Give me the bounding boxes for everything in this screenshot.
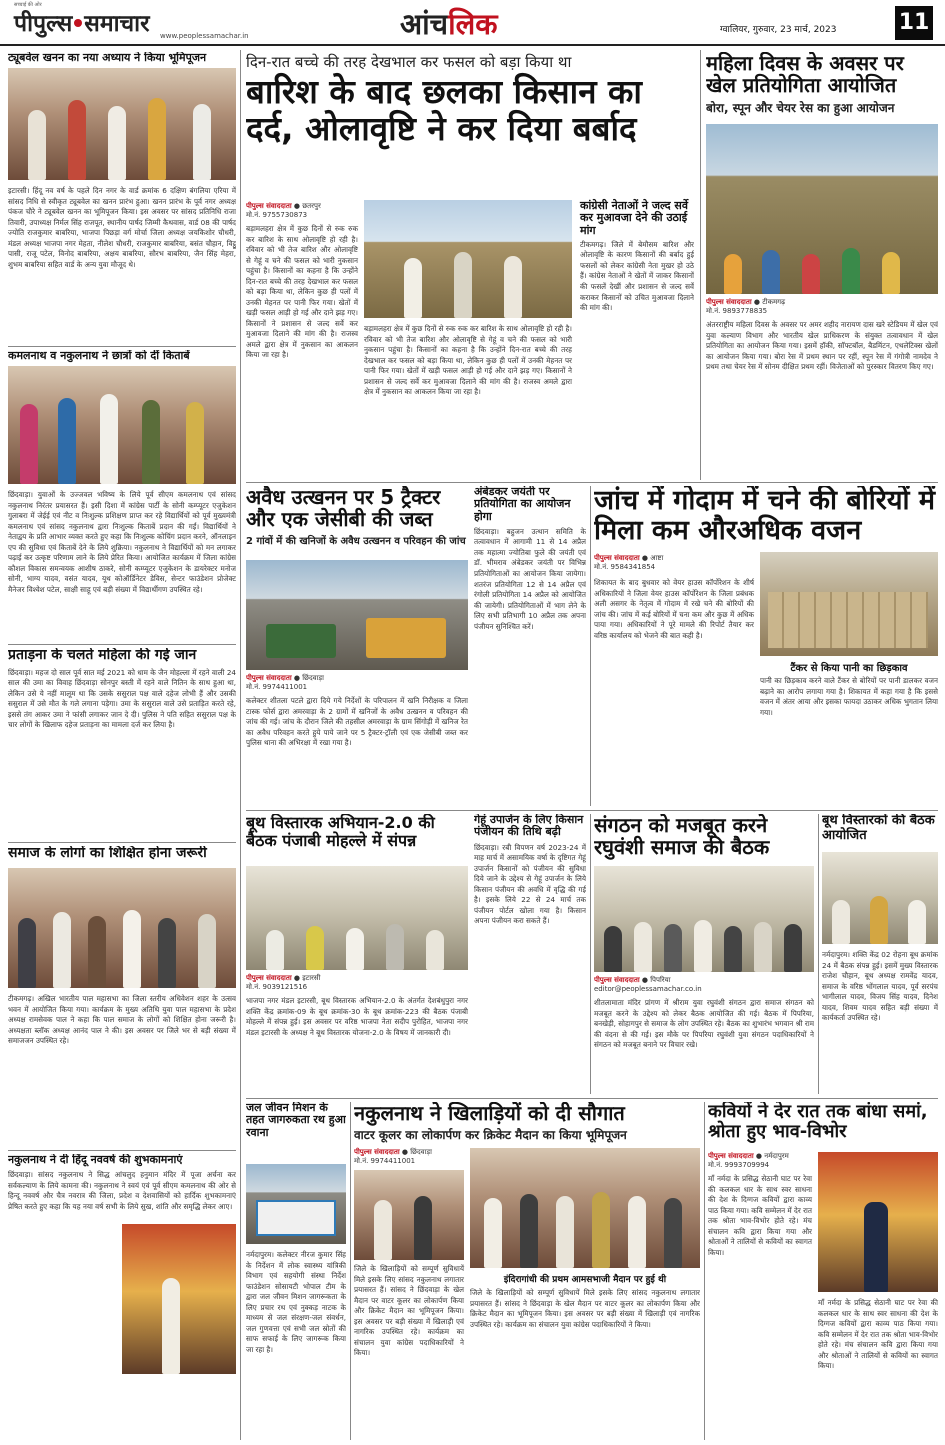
story-body: बड़ामलहरा क्षेत्र में कुछ दिनों से रुक रुक कर बारिश के साथ ओलावृष्टि हो रही है। रविवार को भी तेज बारिश और ओलावृष्टि से गेहूं व चने की फसल को भारी नुकसान पहुंचा है। किसानों का कहना है कि उन्होंने दिन-रात बच्चे की तरह देखभाल कर फसल को बड़ा किया था, लेकिन कुछ ही पलों में उनकी मेहनत पर पानी फिर गया। खेतों में खड़ी फसल आड़ी हो गई और दाने झड़ गए। किसानों ने प्रशासन से जल्द सर्वे कर मुआवजा दिलाने की मांग की है। राजस्व अमले द्वारा क्षेत्र में नुकसान का आकलन किया जा रहा है।	[246, 224, 358, 360]
photo-temple	[122, 1224, 236, 1374]
headline[interactable]: अवैध उत्खनन पर 5 ट्रैक्टर और एक जेसीबी की जब्त	[246, 486, 441, 532]
story-body: छिंदवाड़ा। बहुजन उत्थान समिति के तत्वावधान में आगामी 11 से 14 अप्रैल तक महात्मा ज्योतिबा फुले की जयंती एवं डॉ. भीमराव अंबेडकर जयंती पर विभिन्न प्रतियोगिताओं का आयोजन किया जायेगा। शतरंज प्रतियोगिता 12 से 14 अप्रैल एवं रंगोली प्रतियोगिता 14 अप्रैल को आयोजित की जायेगी। प्रतियोगिताओं में भाग लेने के लिए सभी प्रतिभागी 10 अप्रैल तक अपना पंजीयन सुनिश्चित करें।	[474, 526, 586, 631]
person-figure	[908, 900, 926, 944]
headline[interactable]: संगठन को मजबूत करने रघुवंशी समाज की बैठक	[594, 814, 770, 860]
byline-place: इटारसी	[302, 974, 321, 982]
byline: पीपुल्स संवाददाता ● इटारसी मो.नं. 9039121516	[246, 974, 321, 991]
person-figure	[870, 896, 888, 944]
story-farmer	[246, 52, 694, 480]
headline[interactable]: महिला दिवस के अवसर पर खेल प्रतियोगिता आयोजित	[706, 52, 904, 98]
person-figure	[20, 404, 38, 484]
person-figure	[842, 248, 860, 294]
person-figure	[484, 1198, 502, 1268]
byline-name: पीपुल्स संवाददाता	[246, 974, 292, 982]
person-figure	[426, 930, 444, 970]
person-figure	[58, 398, 76, 484]
photo-race	[706, 124, 938, 294]
story-body: जिले के खिलाड़ियों को सम्पूर्ण सुविधायें मिले इसके लिए सांसद नकुलनाथ लगातार प्रयासरत हैं। सांसद ने छिंदवाड़ा के खेल मैदान पर वाटर कूलर का लोकार्पण किया और क्रिकेट मैदान का भूमिपूजन किया। इस अवसर पर बड़ी संख्या में खिलाड़ी एवं नागरिक उपस्थित रहे। कार्यक्रम का संचालन युवा कांग्रेस पदाधिकारियों ने किया।	[354, 1264, 464, 1358]
photo-samaj-meeting	[594, 866, 814, 972]
brand-part-1: पीपुल्स	[14, 11, 73, 37]
headline[interactable]: जांच में गोदाम में चने की बोरियों में मिला कम औरअधिक वजन	[594, 486, 936, 547]
person-figure	[694, 920, 712, 972]
person-figure	[266, 930, 284, 970]
story-ambedkar	[474, 486, 586, 806]
van-shape	[256, 1200, 336, 1236]
story-body: इटारसी। हिंदू नव वर्ष के पहले दिन नगर के वार्ड क्रमांक 6 दक्षिण बंगलिया एरिया में सांसद निधि से स्वीकृत ट्यूबवेल का खनन प्रारंभ हुआ। खनन प्रारंभ के पूर्व नगर अध्यक्ष पंकज चौरे ने ट्यूबवेल खनन का भूमिपूजन किया। इस अवसर पर सांसद प्रतिनिधि राजा तिवारी, उपाध्यक्ष निर्मल सिंह राजपूत, स्थानीय पार्षद जिम्मी कैथवास, वार्ड 08 की पार्षद ज्योति राजकुमार बाबरिया, भाजपा पिछड़ा वर्ग मोर्चा जिला अध्यक्ष जयकिशोर चौधरी, मंडल अध्यक्ष भाजपा नगर मेहता, नीलेश चौधरी, राजकुमार बाबरिया, बसंत चौहान, विट्ठू पासी, राजू पटेल, विनोद बाबरिया, अक्षय बाबरिया, सौरभ बाबरिया, जैन सिंह मेहरा, शुभम बाबरिया सहित वार्ड के अन्य युवा मौजूद थे।	[8, 186, 236, 269]
column-rule	[590, 486, 591, 806]
headline[interactable]: समाज के लोगों का शिक्षित होना जरूरी	[8, 846, 207, 861]
person-figure	[724, 254, 742, 294]
kicker: दिन-रात बच्चे की तरह देखभाल कर फसल को बड़ा किया था	[246, 53, 572, 71]
column-rule	[590, 814, 591, 1094]
newspaper-logo	[14, 6, 150, 38]
column-rule	[700, 50, 701, 480]
headline[interactable]: अंबेडकर जयंती पर प्रतियोगिता का आयोजन होगा	[474, 486, 571, 523]
byline-name: पीपुल्स संवाददाता	[246, 202, 292, 210]
person-figure	[198, 914, 216, 988]
story-body-continued: बड़ामलहरा क्षेत्र में कुछ दिनों से रुक रुक कर बारिश के साथ ओलावृष्टि हो रही है। रविवार को भी तेज बारिश और ओलावृष्टि से गेहूं व चने की फसल को भारी नुकसान पहुंचा है। किसानों का कहना है कि उन्होंने दिन-रात बच्चे की तरह देखभाल कर फसल को बड़ा किया था, लेकिन कुछ ही पलों में उनकी मेहनत पर पानी फिर गया। खेतों में खड़ी फसल आड़ी हो गई और दाने झड़ गए। किसानों ने प्रशासन से जल्द सर्वे कर मुआवजा दिलाने की मांग की है। राजस्व अमले द्वारा क्षेत्र में नुकसान का आकलन किया जा रहा है।	[364, 324, 572, 397]
headline[interactable]: बूथ विस्तारक अभियान-2.0 की बैठक पंजाबी मोहल्ले में संपन्न	[246, 814, 435, 850]
person-figure	[882, 252, 900, 294]
photo-society	[8, 868, 236, 988]
person-figure	[634, 922, 652, 972]
byline-place: छिंदवाड़ा	[302, 674, 324, 682]
byline-name: पीपुल्स संवाददाता	[708, 1152, 754, 1160]
byline-name: पीपुल्स संवाददाता	[594, 976, 640, 984]
byline-place: छतरपुर	[302, 202, 321, 210]
person-figure	[158, 918, 176, 988]
story-sports-gift	[354, 1102, 700, 1440]
byline-phone: मो.नं. 9974411001	[354, 1157, 416, 1165]
story-kamalnath-books	[8, 350, 236, 640]
photo-booth	[822, 852, 938, 944]
person-figure	[664, 1198, 682, 1268]
story-body: भाजपा नगर मंडल इटारसी, बूथ विस्तारक अभियान-2.0 के अंतर्गत देशबंधुपुरा नगर शक्ति केंद्र क्रमांक-09 के बूथ क्रमांक-30 के बूथ क्रमांक-223 की बैठक पंजाबी मोहल्ले में संपन्न हुई। इस अवसर पर वरिष्ठ भाजपा नेता सदीप पुरोहित, भाजपा नगर मंडल इटारसी के अध्यक्ष ने बूथ विस्तारक योजना-2.0 के विषय में जानकारी दी।	[246, 996, 468, 1037]
person-figure	[28, 110, 46, 180]
byline-phone: मो.नं. 9974411001	[246, 683, 308, 691]
column-rule	[704, 1102, 705, 1440]
divider	[8, 644, 236, 645]
person-figure	[784, 924, 802, 972]
byline-email[interactable]: editor@peoplessamachar.co.in	[594, 985, 702, 993]
person-figure	[186, 402, 204, 484]
photo-books	[8, 366, 236, 484]
byline-place: आष्टा	[650, 554, 664, 562]
byline-phone: मो.नं. 9755730873	[246, 211, 308, 219]
person-figure	[18, 918, 36, 988]
side-headline[interactable]: कांग्रेसी नेताओं ने जल्द सर्वे कर मुआवजा देने की उठाई मांग	[580, 199, 688, 237]
headline[interactable]: नकुलनाथ ने दी हिंदू नववर्ष की शुभकामनाएं	[8, 1154, 183, 1166]
headline[interactable]: जल जीवन मिशन के तहत जागरुकता रथ हुआ रवाना	[246, 1102, 346, 1139]
story-body: नर्मदापुरम। कलेक्टर नीरज कुमार सिंह के निर्देशन में लोक स्वास्थ्य यांत्रिकी विभाग एवं सहयोगी संस्था निर्देश फाउंडेशन सोसायटी भोपाल टीम के द्वारा जल जीवन मिशन जागरूकता के लिए प्रचार रथ एवं नुक्कड़ नाटक के माध्यम से जल संरक्षण-जल संवर्धन, जल गुणवत्ता एवं सभी जल स्रोतों की साफ सफाई के लिए जागरूक किया जा रहा है।	[246, 1250, 346, 1354]
subheadline: 2 गांवों में की खनिजों के अवैध उत्खनन व परिवहन की जांच	[246, 535, 466, 547]
byline: पीपुल्स संवाददाता ● नर्मदापुरम मो.नं. 9993709994	[708, 1152, 789, 1169]
person-figure	[306, 926, 324, 970]
person-figure	[454, 252, 472, 318]
byline-place: छिंदवाड़ा	[410, 1148, 432, 1156]
story-body: शिकायत के बाद बुधवार को वेयर हाउस कॉर्पोरेशन के शीर्ष अधिकारियों ने जिला वेयर हाउस कॉर्पोरेशन के जिला प्रबंधक अली असगर के नेतृत्व में गोदाम में रखे चने की बोरियों की जांच की। जांच में कई बोरियों में चना कम और कुछ में अधिक पाया गया। अधिकारियों ने पूरे मामले की रिपोर्ट तैयार कर वरिष्ठ कार्यालय को भेजने की बात कही है।	[594, 578, 754, 640]
byline-place: नर्मदापुरम	[764, 1152, 789, 1160]
photo-caption: इंदिरागांधी की प्रथम आमसभाजी मैदान पर हुई थी	[503, 1275, 667, 1285]
sack-stack	[768, 592, 928, 648]
page-number: 11	[895, 6, 933, 40]
photo-tubewell	[8, 68, 236, 180]
headline[interactable]: बूथ विस्तारकों की बैठक आयोजित	[822, 814, 935, 843]
photo-farm-field	[364, 200, 572, 318]
masthead	[0, 0, 945, 46]
story-body: छिंदवाड़ा। रबी विपणन वर्ष 2023-24 में माह मार्च में असामयिक वर्षा के दृष्टिगत गेहूं उपार्जन किसानों को पंजीयन की सुविधा दिये जाने के उद्देश्य से गेहूं उपार्जन के लिये किसान पंजीयन की अवधि में वृद्धि की गई है। इसके लिये 22 से 24 मार्च तक पंजीयन पोर्टल खोला गया है। किसान अपना पंजीयन करा सकते हैं।	[474, 842, 586, 926]
person-figure	[628, 1196, 646, 1268]
person-figure	[346, 928, 364, 970]
story-women-day	[706, 52, 938, 480]
headline[interactable]: नकुलनाथ ने खिलाड़ियों को दी सौगात	[354, 1102, 625, 1125]
divider	[8, 1150, 236, 1151]
person-figure	[604, 926, 622, 972]
divider	[8, 842, 236, 843]
photo-tractors	[246, 560, 468, 670]
byline-name: पीपुल्स संवाददाता	[246, 674, 292, 682]
byline: पीपुल्स संवाददाता ● आष्टा मो.नं. 9584341854	[594, 554, 664, 571]
person-figure	[802, 254, 820, 294]
byline-name: पीपुल्स संवाददाता	[706, 298, 752, 306]
byline-phone: मो.नं. 9584341854	[594, 563, 656, 571]
byline-place: पिपरिया	[650, 976, 671, 984]
website-url[interactable]: www.peoplessamachar.in	[160, 32, 249, 40]
person-figure	[123, 910, 141, 988]
photo-rath	[246, 1164, 346, 1244]
story-navvarsh	[8, 1154, 236, 1440]
subheadline: वाटर कूलर का लोकार्पण कर क्रिकेट मैदान का किया भूमिपूजन	[354, 1128, 627, 1143]
byline-phone: मो.नं. 9993709994	[708, 1161, 770, 1169]
byline: पीपुल्स संवाददाता ● छतरपुर मो.नं. 9755730873	[246, 202, 321, 219]
photo-caption: टैंकर से किया पानी का छिड़काव	[790, 663, 908, 674]
story-body: टीकमगढ़। अखिल भारतीय पाल महासभा का जिला स्तरीय अधिवेशन शहर के उत्सव भवन में आयोजित किया गया। कार्यक्रम के मुख्य अतिथि युवा पाल महासभा के प्रदेश अध्यक्ष रामसेवक पाल ने कहा कि पाल समाज के लोगों को शिक्षित होना जरूरी है। अध्यक्षता ब्लॉक अध्यक्ष आनंद पाल ने की। इस अवसर पर जिले भर से बड़ी संख्या में समाजजन उपस्थित रहे।	[8, 994, 236, 1046]
person-figure	[414, 1196, 432, 1260]
subheadline: बोरा, स्पून और चेयर रेस का हुआ आयोजन	[706, 100, 895, 115]
story-tubewell	[8, 52, 236, 342]
byline-place: टीकमगढ़	[762, 298, 786, 306]
person-figure	[664, 924, 682, 972]
story-wheat	[474, 814, 586, 1094]
divider	[246, 810, 938, 811]
person-figure	[100, 394, 118, 484]
person-figure	[592, 1192, 610, 1268]
story-mining	[246, 486, 468, 806]
story-body-continued: जिले के खिलाड़ियों को सम्पूर्ण सुविधायें मिले इसके लिए सांसद नकुलनाथ लगातार प्रयासरत हैं। सांसद ने छिंदवाड़ा के खेल मैदान पर वाटर कूलर का लोकार्पण किया और क्रिकेट मैदान का भूमिपूजन किया। इस अवसर पर बड़ी संख्या में खिलाड़ी एवं नागरिक उपस्थित रहे। कार्यक्रम का संचालन युवा कांग्रेस पदाधिकारियों ने किया।	[470, 1288, 700, 1329]
byline-name: पीपुल्स संवाददाता	[594, 554, 640, 562]
brand-part-2: समाचार	[84, 11, 150, 37]
person-figure	[864, 1202, 888, 1292]
story-body: माँ नर्मदा के प्रसिद्ध सेठानी घाट पर रेवा की कलकल धार के साथ स्वर साधना की देश के दिग्गज कवियों द्वारा काव्य पाठ किया गया। कवि सम्मेलन में देर रात तक श्रोता भाव-विभोर होते रहे। मंच संचालन कवि द्वारा किया गया और श्रोताओं ने तालियों से कवियों का स्वागत किया।	[708, 1174, 812, 1257]
section-part-2: लिक	[448, 7, 498, 41]
person-figure	[68, 100, 86, 180]
story-godown	[594, 486, 938, 806]
person-figure	[504, 256, 522, 318]
story-body-continued: माँ नर्मदा के प्रसिद्ध सेठानी घाट पर रेवा की कलकल धार के साथ स्वर साधना की देश के दिग्गज कवियों द्वारा काव्य पाठ किया गया। कवि सम्मेलन में देर रात तक श्रोता भाव-विभोर होते रहे। मंच संचालन कवि द्वारा किया गया और श्रोताओं ने तालियों से कवियों का स्वागत किया।	[818, 1298, 938, 1371]
brand-dot-icon	[74, 19, 82, 27]
headline[interactable]: प्रताड़ना के चलते महिला की गई जान	[8, 648, 197, 663]
story-body: छिंदवाड़ा। महज दो साल पूर्व सात मई 2021 को धाम के जैन मोहल्ला में रहने वाली 24 साल की उमा का विवाह छिंदवाड़ा सोनपुर बस्ती में रहने वाले नितिन के साथ हुआ था, लेकिन उसे ये नहीं मालूम था कि उसके ससुराल पक्ष वाले दहेज लोभी हैं और उसकी ससुराल में उसे मौत के गले लगाना पड़ेगा। उमा के ससुराल वाले उसे प्रताड़ित करते रहे, इससे तंग आकर उमा ने फांसी लगाकर जान दे दी। पुलिस ने पति सहित ससुराल पक्ष के चार लोगों के खिलाफ दहेज प्रताड़ना का मामला दर्ज कर लिया है।	[8, 667, 236, 730]
photo-poet	[818, 1152, 938, 1292]
column-rule	[350, 1102, 351, 1440]
story-booth-panjabi	[246, 814, 468, 1094]
divider	[246, 482, 938, 483]
sidebar-box	[580, 200, 694, 470]
side-body: टीकमगढ़। जिले में बेमौसम बारिश और ओलावृष्टि के कारण किसानों की बर्बाद हुई फसलों को लेकर कांग्रेसी नेता मुखर हो उठे हैं। कांग्रेस नेताओं ने खेतों में जाकर किसानों की फसलें देखीं और प्रशासन से जल्द सर्वे कराकर किसानों को उचित मुआवजा दिलाने की मांग की।	[580, 239, 694, 313]
story-body: अंतरराष्ट्रीय महिला दिवस के अवसर पर अमर शहीद नारायण दास खरे स्टेडियम में खेल एवं युवा कल्याण विभाग और भारतीय खेल प्राधिकरण के संयुक्त तत्वावधान में खेल प्रतियोगिता का आयोजन किया गया। इसमें हॉकी, सॉफ्टबॉल, बैडमिंटन, एथलेटिक्स खेलों का आयोजन किया गया। बोरा रेस में प्रथम स्थान पर रहीं, स्पून रेस में गंगोत्री नामदेव ने प्रथम तथा चेयर रेस में सोनम दीक्षित प्रथम रहीं। विजेताओं को पुरस्कार वितरण किए गए।	[706, 320, 938, 372]
person-figure	[162, 1278, 180, 1374]
person-figure	[754, 922, 772, 972]
person-figure	[724, 926, 742, 972]
column-rule	[818, 814, 819, 1094]
tractor-shape	[266, 624, 336, 658]
brand-tagline: सच्चाई की ओर	[14, 2, 42, 8]
person-figure	[193, 104, 211, 180]
byline: पीपुल्स संवाददाता ● छिंदवाड़ा मो.नं. 9974411001	[354, 1148, 432, 1165]
person-figure	[148, 98, 166, 180]
headline[interactable]: गेहूं उपार्जन के लिए किसान पंजीयन की तिथि बढ़ी	[474, 814, 584, 839]
byline: पीपुल्स संवाददाता ● पिपरिया editor@peoplessamachar.co.in	[594, 976, 702, 993]
photo-sacks	[760, 552, 938, 656]
person-figure	[53, 912, 71, 988]
person-figure	[404, 258, 422, 318]
headline[interactable]: कवियों ने देर रात तक बांधा समां, श्रोता हुए भाव-विभोर	[708, 1102, 928, 1143]
person-figure	[762, 250, 780, 294]
byline-phone: मो.नं. 9893778835	[706, 307, 768, 315]
jcb-shape	[366, 618, 446, 658]
byline-name: पीपुल्स संवाददाता	[354, 1148, 400, 1156]
story-poets	[708, 1102, 938, 1440]
person-figure	[374, 1200, 392, 1260]
story-body: छिंदवाड़ा। युवाओं के उज्जवल भविष्य के लिये पूर्व सीएम कमलनाथ एवं सांसद नकुलनाथ निरंतर प्रयासरत हैं। इसी दिशा में कांग्रेस पार्टी के सोनी कम्प्यूटर एजुकेशन गुलाबरा में जेईई एवं नीट व निःशुल्क प्रशिक्षण प्राप्त कर रहे विद्यार्थियों को पूर्व मुख्यमंत्री कमलनाथ एवं सांसद नकुलनाथ द्वारा निःशुल्क किताबें प्रदान की गईं। विद्यार्थियों ने नेताद्वय के प्रति आभार व्यक्त करते हुए कहा कि निःशुल्क कोचिंग प्रदान करने, ऑनलाइन एप की सुविधा एवं किताबें देने के लिये शुक्रिया। नकुलनाथ ने विद्यार्थियों को मन लगाकर पढ़ाई कर उत्कृष्ट परिणाम लाने के लिये प्रेरित किया। आयोजित कार्यक्रम में जिला कांग्रेस कौशल विकास समन्वयक आशीष ठाकरे, सोनी कम्प्यूटर एजुकेशन के डायरेक्टर मनोज सोनी, भाग्य यादव, वसंत यादव, यूथ कोऑर्डिनेटर डेविस, सेन्टर फाउंडेशन प्रोजेक्ट मैनेजर विश्वेश पटेल, साक्षी साहू एवं बड़ी संख्या में विद्यार्थीगण उपस्थित रहे।	[8, 490, 236, 594]
story-body: नर्मदापुरम। शक्ति केंद्र 02 रोहना बूथ क्रमांक 24 में बैठक संपन्न हुई। इसमें मुख्य विस्तारक राजेश चौहान, बूथ अध्यक्ष रामवेंद्र यादव, समाज के वरिष्ठ भोंगलाल यादव, पूर्व सरपंच भागीलाल यादव, विजय सिंह यादव, दिनेश यादव, शिवम यादव सहित बड़ी संख्या में कार्यकर्ता उपस्थित रहे।	[822, 950, 938, 1023]
story-booth-meeting	[822, 814, 938, 1094]
section-title	[400, 4, 498, 43]
person-figure	[108, 106, 126, 180]
person-figure	[88, 916, 106, 988]
caption-body: पानी का छिड़काव करने वाले टैंकर से बोरियों पर पानी डालकर वजन बढ़ाने का आरोप लगाया गया है। शिकायत में कहा गया है कि इससे वजन में अंतर आया और इसका फायदा उठाकर अधिक भुगतान लिया गया।	[760, 676, 938, 717]
photo-bhoomipujan	[470, 1148, 700, 1268]
byline-phone: मो.नं. 9039121516	[246, 983, 308, 991]
byline: पीपुल्स संवाददाता ● छिंदवाड़ा मो.नं. 9974411001	[246, 674, 324, 691]
divider	[8, 346, 236, 347]
story-body: शीतलामाता मंदिर प्रांगण में श्रीराम युवा रघुवंशी संगठन द्वारा समाज संगठन को मजबूत करने के उद्देश्य को लेकर बैठक आयोजित की गई। बैठक में पिपरिया, बनखेड़ी, सोहागपुर से समाज के लोग उपस्थित रहे। बैठक का शुभारंभ भगवान श्री राम की वंदना से की गई। इस मौके पर पिपरिया रघुवंशी युवा संगठन पदाधिकारियों ने संगठन को मजबूत बनाने पर विचार रखे।	[594, 998, 814, 1050]
story-society	[8, 846, 236, 1146]
person-figure	[386, 924, 404, 970]
person-figure	[142, 400, 160, 484]
story-water-mission	[246, 1102, 346, 1440]
section-part-1: आंच	[400, 7, 449, 41]
person-figure	[832, 900, 850, 944]
divider	[246, 1098, 938, 1099]
byline: पीपुल्स संवाददाता ● टीकमगढ़ मो.नं. 9893778835	[706, 298, 786, 315]
person-figure	[520, 1194, 538, 1268]
column-rule	[240, 50, 241, 1440]
person-figure	[556, 1196, 574, 1268]
story-body: कलेक्टर शीतला पटले द्वारा दिये गये निर्देशों के परिपालन में खनि निरीक्षक व जिला टास्क फोर्स द्वारा अमरवाड़ा के 2 ग्रामों में खनिजों के अवैध उत्खनन व परिवहन की जांच की गई। जांच के दौरान जिले की तहसील अमरवाड़ा के ग्राम सिंगोड़ी में खनिज रेत का अवैध परिवहन करते हुये पाये जाने पर 5 ट्रैक्टर-ट्रॉली एवं एक जेसीबी जब्त कर पुलिस थाना की अभिरक्षा में रखा गया है।	[246, 696, 468, 748]
dateline: ग्वालियर, गुरुवार, 23 मार्च, 2023	[720, 25, 837, 35]
story-dowry	[8, 648, 236, 838]
headline[interactable]: बारिश के बाद छलका किसान का दर्द, ओलावृष्टि ने कर दिया बर्बाद	[246, 72, 642, 148]
photo-cooler	[354, 1170, 464, 1260]
story-body: छिंदवाड़ा। सांसद नकुलनाथ ने सिद्ध आंचलुद हनुमान मंदिर में पूजा अर्चना कर सर्वकल्याण के लिये कामना की। नकुलनाथ ने स्वयं एवं पूर्व सीएम कमलनाथ की ओर से हिन्दू नववर्ष और चैत्र नवरात्र की जिला, प्रदेश व देशवासियों को हार्दिक शुभकामनाएं प्रेषित करते हुए कहा कि यह नया वर्ष सभी के लिये सुख, शांति और समृद्धि लेकर आए।	[8, 1170, 236, 1211]
story-raghuvanshi	[594, 814, 814, 1094]
headline[interactable]: कमलनाथ व नकुलनाथ ने छात्रों को दीं किताबें	[8, 350, 190, 362]
headline[interactable]: ट्यूबवेल खनन का नया अध्याय ने किया भूमिपूजन	[8, 52, 207, 64]
photo-meeting	[246, 866, 468, 970]
